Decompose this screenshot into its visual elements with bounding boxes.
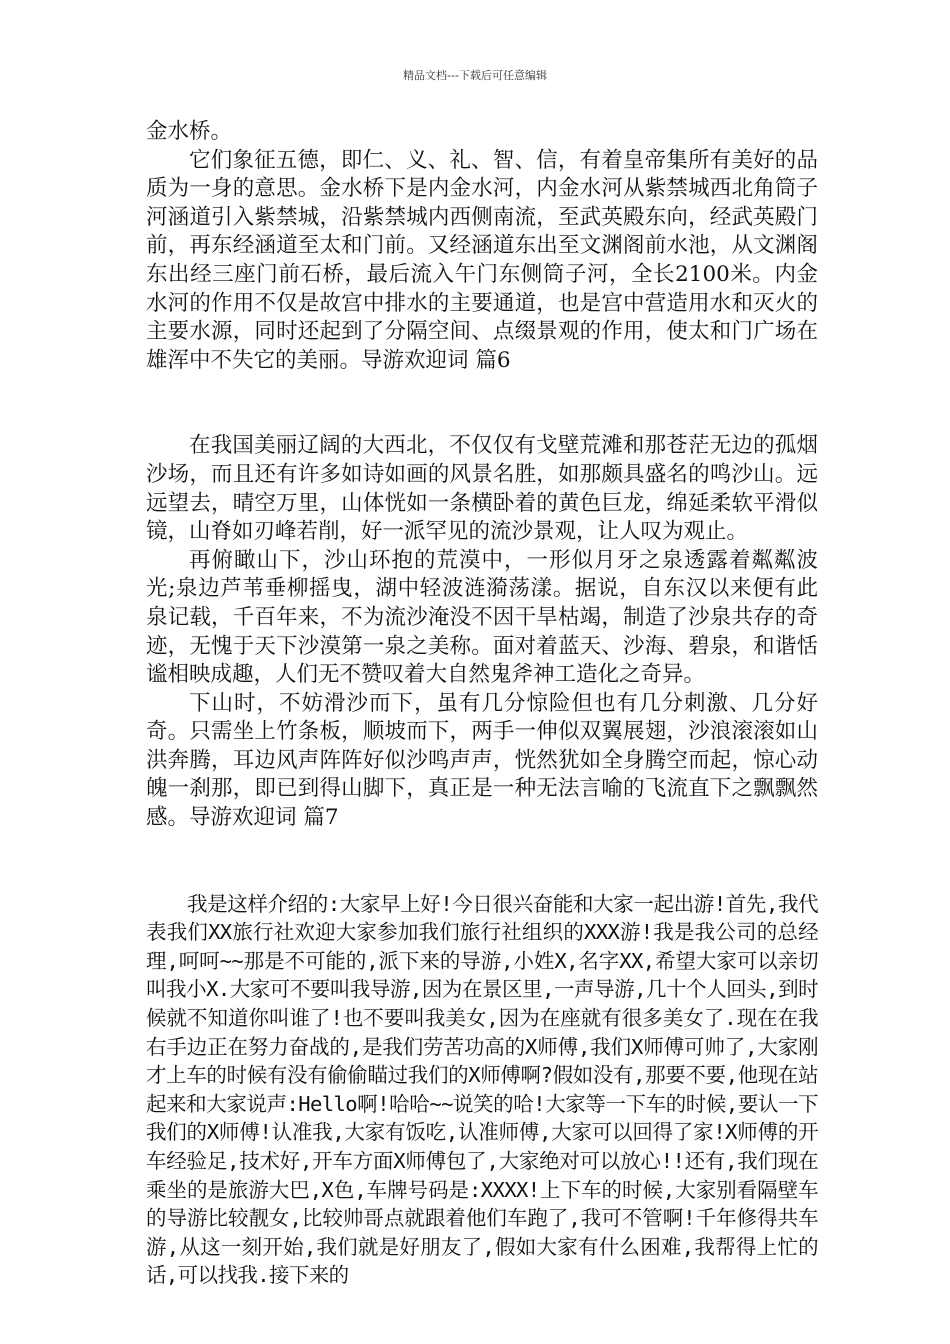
section-gap	[146, 833, 818, 890]
page-header: 精品文档---下载后可任意编辑	[403, 69, 547, 82]
paragraph-6: 我是这样介绍的:大家早上好!今日很兴奋能和大家一起出游!首先,我代表我们XX旅行社欢迎大家参加我们旅行社组织的XXX游!我是我公司的总经理,呵呵~~那是不可能的,派下来的导游,小姓X,名字XX,希望大家可以亲切叫我小X.大家可不要叫我导游,因为在景区里,一声导游,几十个人回头,到时候就不知道你叫谁了!也不要叫我美女,因为在座就有很多美女了.现在在我右手边正在努力奋战的,是我们劳苦功高的X师傅,我们X师傅可帅了,大家刚才上车的时候有没有偷偷瞄过我们的X师傅啊?假如没有,那要不要,他现在站起来和大家说声:Hello啊!哈哈~~说笑的哈!大家等一下车的时候,要认一下我们的X师傅!认准我,大家有饭吃,认准师傅,大家可以回得了家!X师傅的开车经验足,技术好,开车方面X师傅包了,大家绝对可以放心!!还有,我们现在乘坐的是旅游大巴,X色,车牌号码是:XXXX!上下车的时候,大家别看隔壁车的导游比较靓女,比较帅哥点就跟着他们车跑了,我可不管啊!千年修得共车游,从这一刻开始,我们就是好朋友了,假如大家有什么困难,我帮得上忙的话,可以找我.接下来的	[146, 891, 818, 1288]
document-body	[146, 118, 818, 1290]
paragraph-4: 再俯瞰山下，沙山环抱的荒漠中，一形似月牙之泉透露着粼粼波光;泉边芦苇垂柳摇曳，湖中轻波涟漪荡漾。据说，自东汉以来便有此泉记载，千百年来，不为流沙淹没不因干旱枯竭，制造了沙泉共存的奇迹，无愧于天下沙漠第一泉之美称。面对着蓝天、沙海、碧泉，和谐恬谧相映成趣，人们无不赞叹着大自然鬼斧神工造化之奇异。	[146, 547, 818, 688]
section-gap	[146, 375, 818, 432]
paragraph-1: 金水桥。	[146, 119, 233, 144]
paragraph-2: 它们象征五德，即仁、义、礼、智、信，有着皇帝集所有美好的品质为一身的意思。金水桥下是内金水河，内金水河从紫禁城西北角筒子河涵道引入紫禁城，沿紫禁城内西侧南流，至武英殿东向，经武英殿门前，再东经涵道至太和门前。又经涵道东出至文渊阁前水池，从文渊阁东出经三座门前石桥，最后流入午门东侧筒子河，全长2100米。内金水河的作用不仅是故宫中排水的主要通道，也是宫中营造用水和灭火的主要水源，同时还起到了分隔空间、点缀景观的作用，使太和门广场在雄浑中不失它的美丽。导游欢迎词 篇6	[146, 147, 818, 373]
paragraph-5: 下山时，不妨滑沙而下，虽有几分惊险但也有几分刺激、几分好奇。只需坐上竹条板，顺坡而下，两手一伸似双翼展翅，沙浪滚滚如山洪奔腾，耳边风声阵阵好似沙鸣声声，恍然犹如全身腾空而起，惊心动魄一刹那，即已到得山脚下，真正是一种无法言喻的飞流直下之飘飘然感。导游欢迎词 篇7	[146, 690, 818, 831]
paragraph-3: 在我国美丽辽阔的大西北，不仅仅有戈壁荒滩和那苍茫无边的孤烟沙场，而且还有许多如诗如画的风景名胜，如那颇具盛名的鸣沙山。远远望去，晴空万里，山体恍如一条横卧着的黄色巨龙，绵延柔软平滑似镜，山脊如刃峰若削，好一派罕见的流沙景观，让人叹为观止。	[146, 433, 818, 545]
